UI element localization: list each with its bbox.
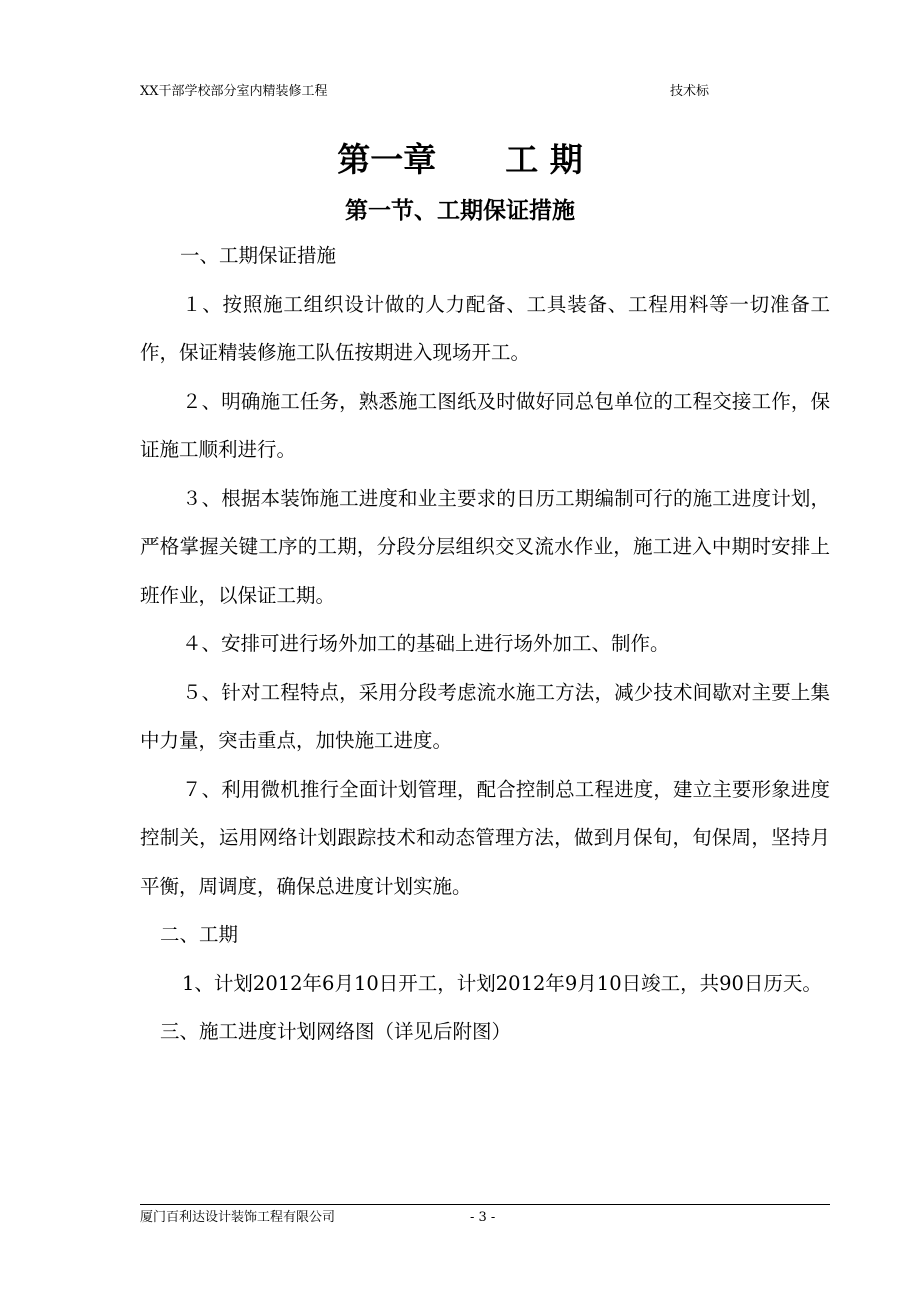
footer-divider [140, 1204, 830, 1205]
paragraph-schedule: 1、计划2012年6月10日开工，计划2012年9月10日竣工，共90日历天。 [182, 971, 822, 995]
paragraph-2: ２、明确施工任务，熟悉施工图纸及时做好同总包单位的工程交接工作，保证施工顺利进行。 [140, 389, 830, 461]
paragraph-3: ３、根据本装饰施工进度和业主要求的日历工期编制可行的施工进度计划，严格掌握关键工序的工期，分段分层组织交叉流水作业，施工进入中期时安排上班作业，以保证工期。 [140, 486, 830, 607]
heading-schedule-measures: 一、工期保证措施 [180, 244, 337, 267]
heading-network-diagram: 三、施工进度计划网络图（详见后附图） [160, 1020, 512, 1043]
paragraph-1: １、按照施工组织设计做的人力配备、工具装备、工程用料等一切准备工作，保证精装修施工队伍按期进入现场开工。 [140, 292, 830, 364]
body-text [140, 232, 830, 1057]
paragraph-7: ７、利用微机推行全面计划管理，配合控制总工程进度，建立主要形象进度控制关，运用网络计划跟踪技术和动态管理方法，做到月保旬，旬保周，坚持月平衡，周调度，确保总进度计划实施。 [140, 777, 830, 898]
footer-company: 厦门百利达设计装饰工程有限公司 [140, 1210, 336, 1225]
section-title: 第一节、工期保证措施 [345, 197, 575, 224]
chapter-title: 第一章 工 期 [337, 140, 583, 179]
header-project-name: XX干部学校部分室内精装修工程 [140, 84, 328, 99]
header-doc-type: 技术标 [670, 84, 710, 99]
footer-page-number: - 3 - [470, 1210, 496, 1225]
paragraph-4: ４、安排可进行场外加工的基础上进行场外加工、制作。 [182, 632, 670, 655]
paragraph-5: ５、针对工程特点，采用分段考虑流水施工方法，减少技术间歇对主要上集中力量，突击重点，加快施工进度。 [140, 680, 830, 752]
heading-schedule: 二、工期 [160, 923, 239, 946]
